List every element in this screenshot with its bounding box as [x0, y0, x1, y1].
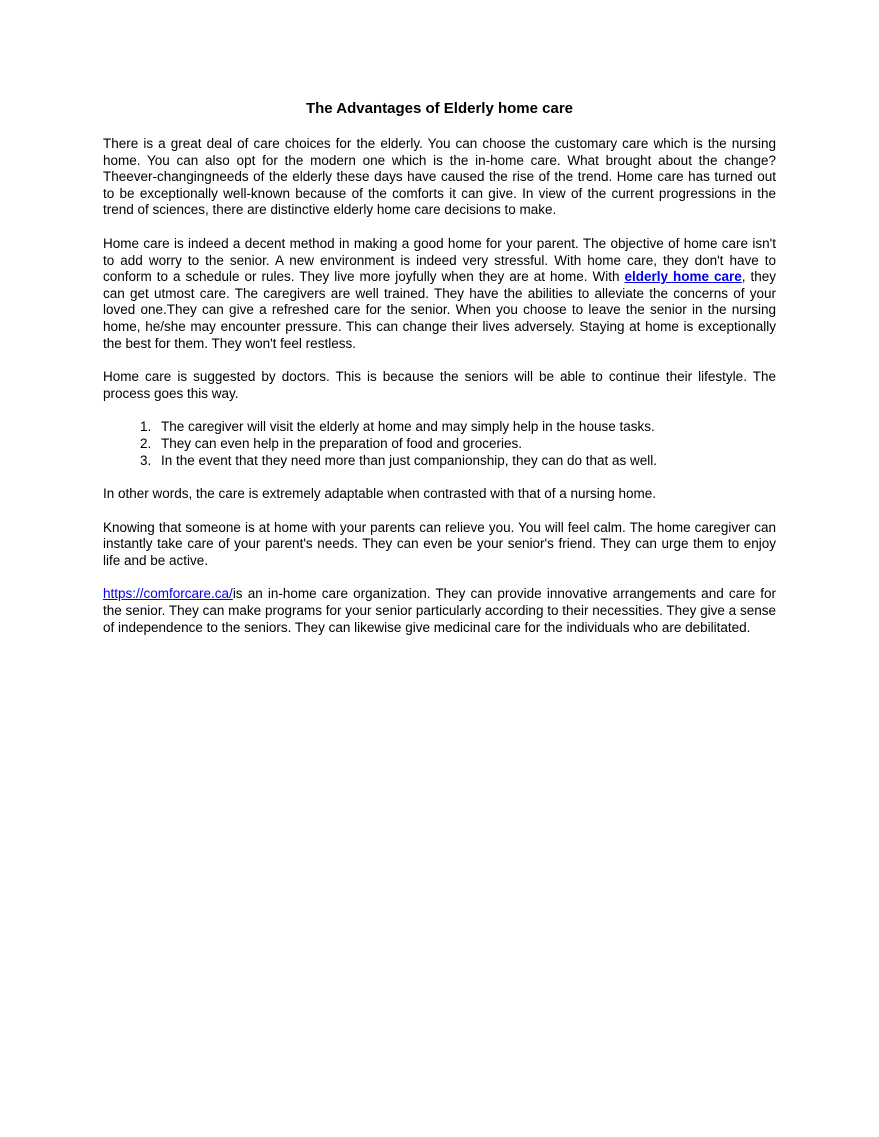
paragraph-doctors: Home care is suggested by doctors. This is because the seniors will be able to continue their lifestyle. The process goes this way.: [103, 369, 776, 401]
paragraph-home-care-benefits: [103, 236, 776, 352]
list-item: 3. In the event that they need more than just companionship, they can do that as well.: [155, 453, 776, 470]
paragraph-intro: There is a great deal of care choices for the elderly. You can choose the customary care which is the nursing home. You can also opt for the modern one which is the in-home care. What brought about the change? Theever-changingneeds of the elderly these days have caused the rise of the trend. Home care has turned out to be exceptionally well-known because of the comforts it can give. In view of the current progressions in the trend of sciences, there are distinctive elderly home care decisions to make.: [103, 136, 776, 218]
list-item: 1. The caregiver will visit the elderly at home and may simply help in the house tasks.: [155, 419, 776, 436]
paragraph-2-text-after: , they can get utmost care. The caregivers are well trained. They have the abilities to alleviate the concerns of your loved one.They can give a refreshed care for the senior. When you choose to leave the senior in the nursing home, he/she may encounter pressure. This can change their lives adversely. Staying at home is exceptionally the best for them. They won't feel restless.: [103, 269, 776, 351]
document-title: The Advantages of Elderly home care: [305, 100, 574, 117]
process-list: [103, 419, 776, 469]
elderly-home-care-link[interactable]: elderly home care: [624, 269, 742, 285]
paragraph-6-text-after: is an in-home care organization. They can provide innovative arrangements and care for the senior. They can make programs for your senior particularly according to their necessities. They give a sense of independence to the seniors. They can likewise give medicinal care for the individuals who are debilitated.: [103, 586, 776, 635]
comforcare-url-link[interactable]: https://comforcare.ca/: [103, 586, 233, 602]
paragraph-relieve: Knowing that someone is at home with your parents can relieve you. You will feel calm. The home caregiver can instantly take care of your parent's needs. They can even be your senior's friend. They can urge them to enjoy life and be active.: [103, 519, 776, 568]
paragraph-adaptable: In other words, the care is extremely adaptable when contrasted with that of a nursing home.: [103, 486, 657, 502]
paragraph-2-text-before: Home care is indeed a decent method in making a good home for your parent. The objective of home care isn't to add worry to the senior. A new environment is indeed very stressful. With home care, they don't have to conform to a schedule or rules. They live more joyfully when they are at home. With: [103, 235, 776, 285]
paragraph-comforcare: [103, 586, 776, 636]
list-item: 2. They can even help in the preparation of food and groceries.: [155, 436, 776, 453]
